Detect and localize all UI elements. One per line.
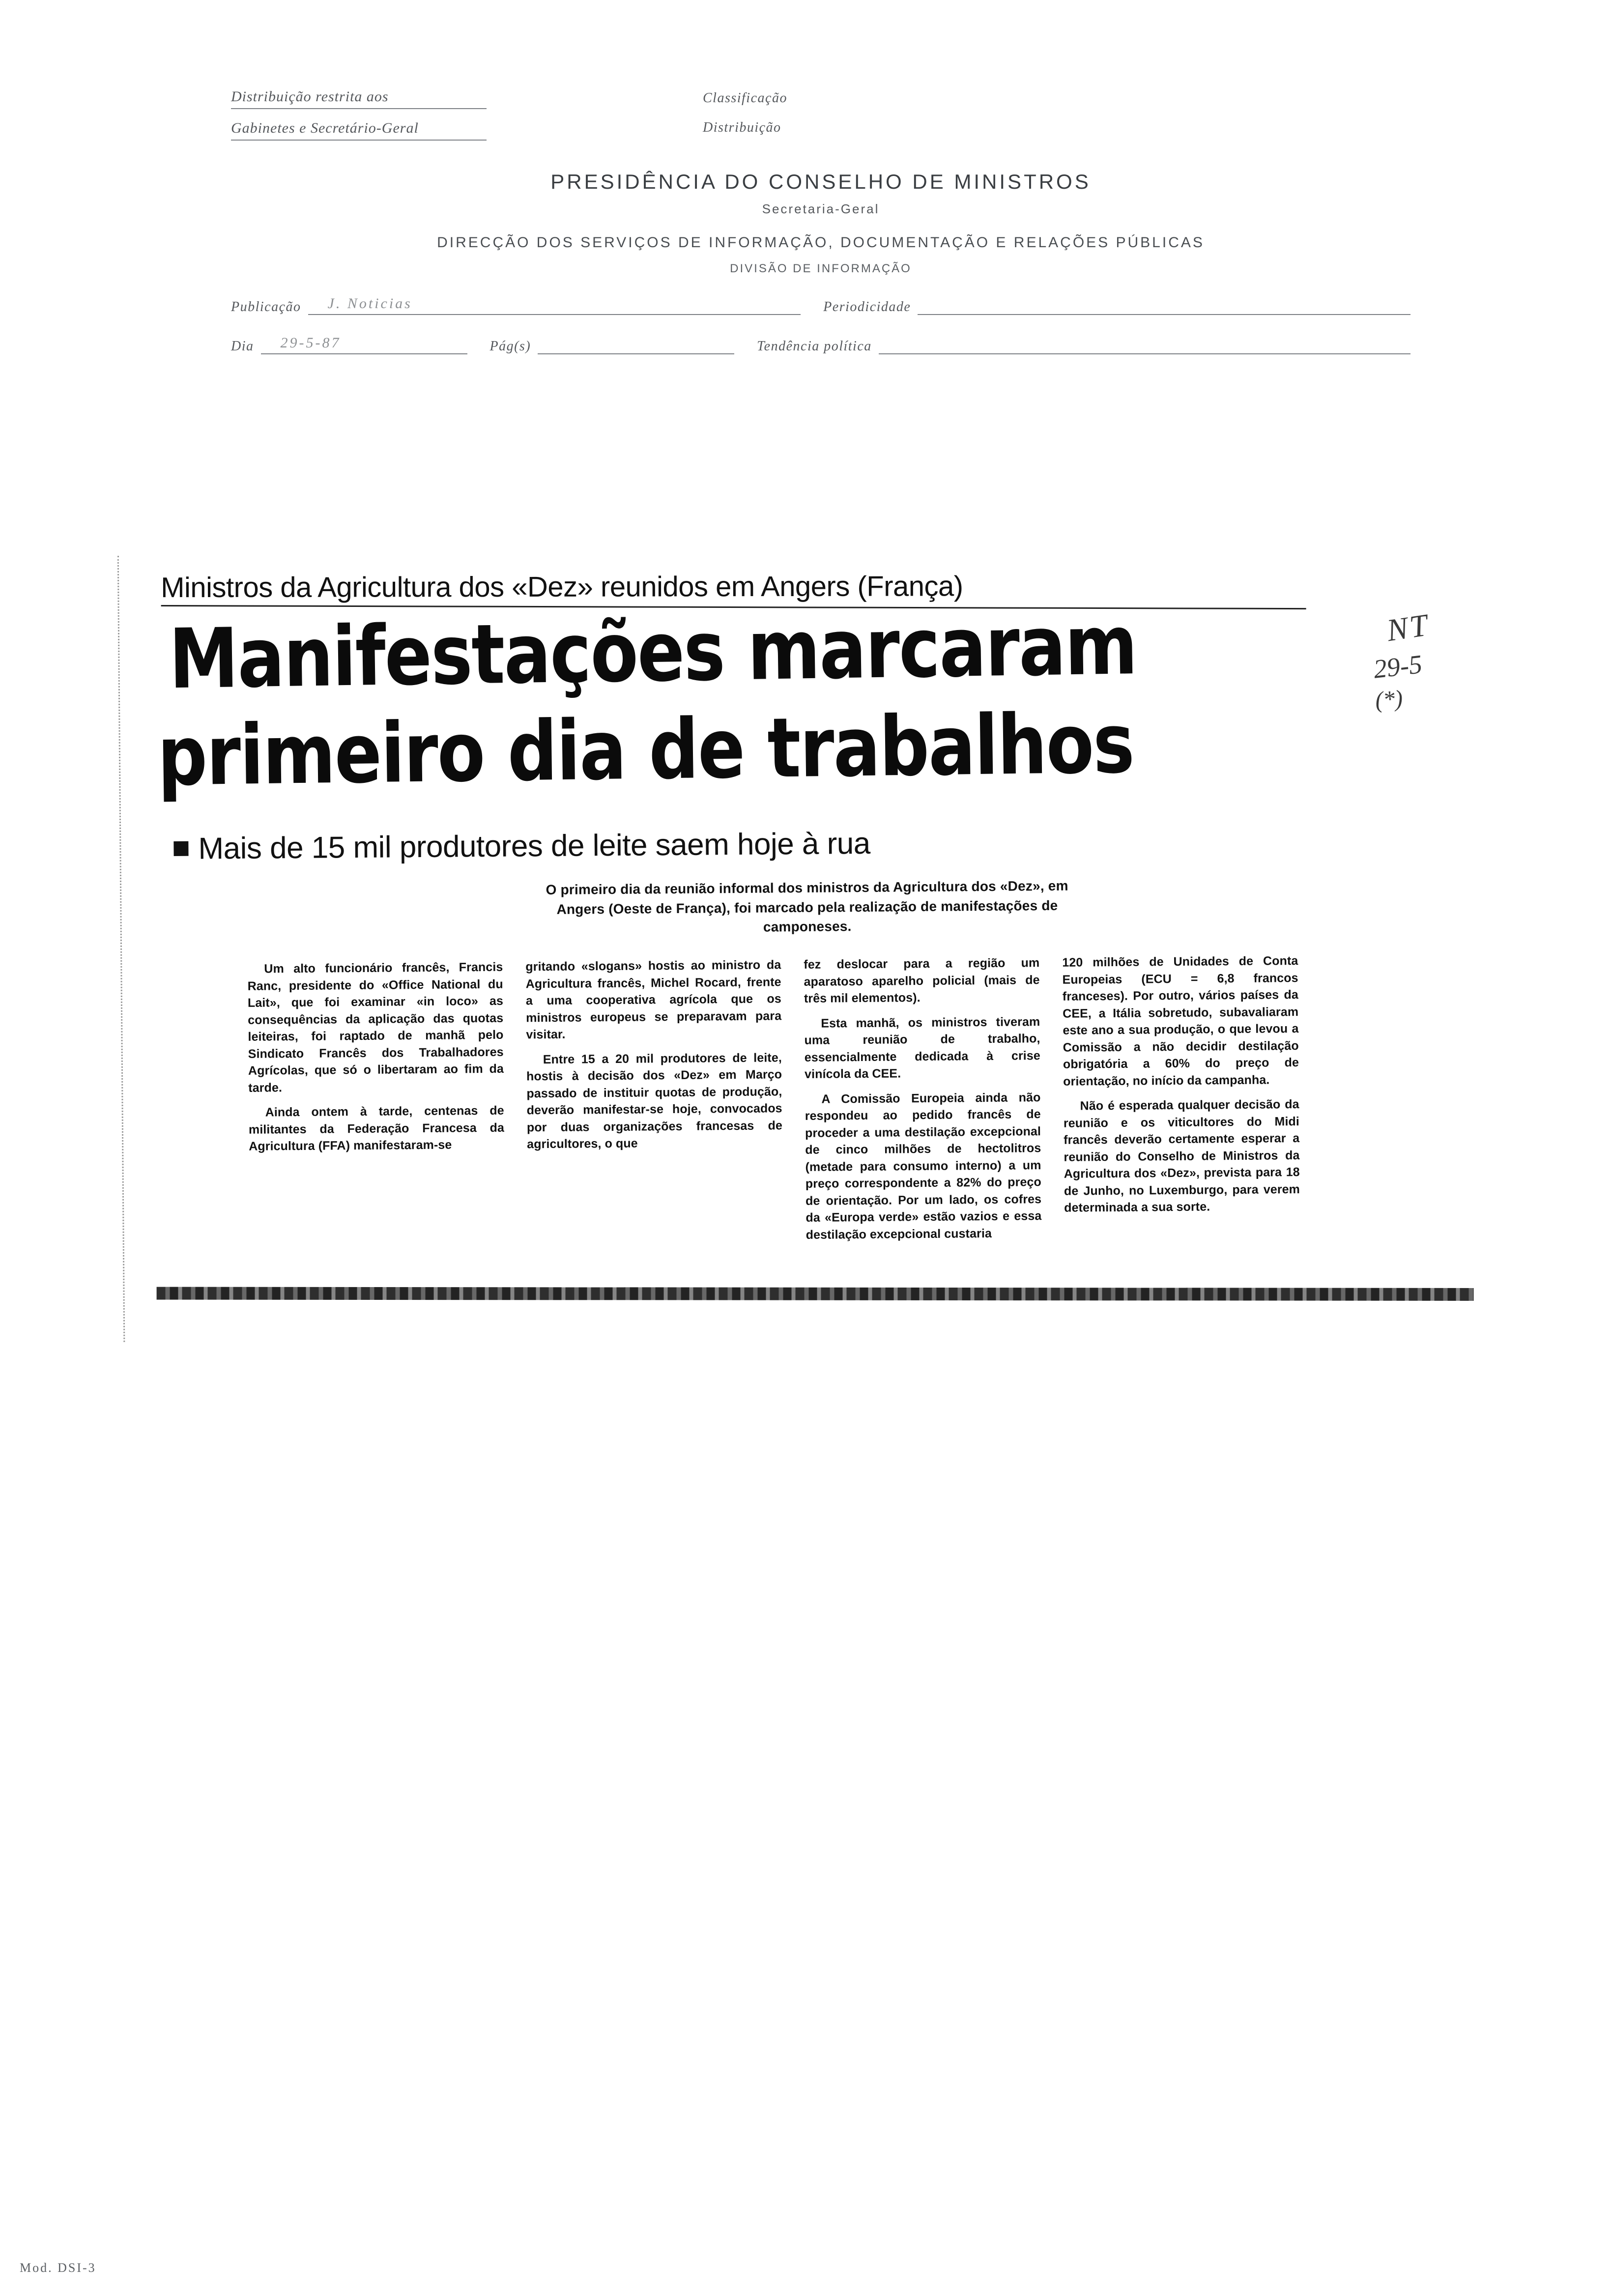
org-department: DIRECÇÃO DOS SERVIÇOS DE INFORMAÇÃO, DOCUMENTAÇÃO E RELAÇÕES PÚBLICAS <box>437 234 1205 251</box>
page-field[interactable] <box>538 337 734 354</box>
day-field[interactable] <box>261 337 467 354</box>
article-column-3 <box>804 954 1042 1251</box>
clipping-content <box>141 545 1474 1342</box>
article-subhead: Mais de 15 mil produtores de leite saem hoje à rua <box>198 826 870 866</box>
paragraph: A Comissão Europeia ainda não respondeu ao pedido francês de proceder a uma destilação excepcional de cinco milhões de hectolitros (metade para consumo interno) a um preço correspondente a 82% do preço de orientação. Por um lado, os cofres da «Europa verde» estão vazios e essa destilação excepcional custaria <box>805 1090 1042 1242</box>
clipping-torn-edge <box>157 1287 1474 1301</box>
tendency-field[interactable] <box>879 337 1410 354</box>
paragraph: Entre 15 a 20 mil produtores de leite, hostis à decisão dos «Dez» em Março passado de instituir quotas de produção, deverão manifestar-se hoje, convocados por duas organizações francesas de agricultores, o que <box>526 1050 783 1151</box>
periodicity-label: Periodicidade <box>823 299 911 315</box>
org-title: PRESIDÊNCIA DO CONSELHO DE MINISTROS <box>550 170 1091 193</box>
handwritten-mark: (*) <box>1374 685 1404 714</box>
paragraph: fez deslocar para a região um aparatoso aparelho policial (mais de três mil elementos). <box>804 956 1040 1005</box>
page-label: Pág(s) <box>489 339 531 354</box>
publication-label: Publicação <box>231 299 301 315</box>
publication-row <box>231 297 1410 315</box>
square-bullet-icon <box>173 841 188 856</box>
day-label: Dia <box>231 339 254 354</box>
handwritten-initials: NT <box>1384 607 1432 648</box>
form-mod-code: Mod. DSI-3 <box>20 2261 96 2275</box>
article-column-1 <box>247 959 505 1256</box>
headline-line-1: Manifestações marcaram <box>168 597 1138 708</box>
article-kicker: Ministros da Agricultura dos «Dez» reunidos em Angers (França) <box>161 570 963 604</box>
day-row <box>231 337 1410 354</box>
article-columns <box>144 951 1473 1256</box>
paragraph: gritando «slogans» hostis ao ministro da Agricultura francês, Michel Rocard, frente a uma cooperativa agrícola que os ministros europeus se preparavam para visitar. <box>525 958 782 1042</box>
paragraph: Um alto funcionário francês, Francis Ranc, presidente do «Office National du Lait», que foi examinar «in loco» as consequências da aplicação das quotas leiteiras, foi raptado de manhã pelo Sindicato Francês dos Trabalhadores Agrícolas, que só o libertaram ao fim da tarde. <box>247 960 504 1095</box>
headline-line-2: primeiro dia de trabalhos <box>157 696 1134 804</box>
org-division: DIVISÃO DE INFORMAÇÃO <box>730 262 912 275</box>
org-subtitle: Secretaria-Geral <box>762 201 880 216</box>
distribution-label: Distribuição <box>703 120 781 135</box>
publication-field[interactable] <box>308 297 801 315</box>
form-header <box>231 88 1410 354</box>
publication-value: J. Noticias <box>327 295 412 312</box>
handwritten-date: 29-5 <box>1372 649 1424 684</box>
article-lede: O primeiro dia da reunião informal dos ministros da Agricultura dos «Dez», em Angers (Oeste de França), foi marcado pela realização de manifestações de camponeses. <box>546 878 1068 935</box>
article-column-4 <box>1062 952 1300 1249</box>
newspaper-clipping <box>117 545 1481 1342</box>
restriction-line-2: Gabinetes e Secretário-Geral <box>231 120 487 141</box>
classification-label: Classificação <box>703 90 787 106</box>
article-column-2 <box>525 956 783 1253</box>
paragraph: Ainda ontem à tarde, centenas de militantes da Federação Francesa da Agricultura (FFA) manifestaram-se <box>248 1103 505 1153</box>
paragraph: 120 milhões de Unidades de Conta Europeias (ECU = 6,8 francos franceses). Por outro, vários países da CEE, a Itália sobretudo, subavaliaram este ano a sua produção, o que levou a Comissão a não decidir destilação obrigatória a 60% do preço de orientação, no início da campanha. <box>1062 954 1299 1089</box>
subhead-row <box>143 821 1470 866</box>
tendency-label: Tendência política <box>757 339 872 354</box>
classification-block <box>703 90 787 149</box>
paragraph: Esta manhã, os ministros tiveram uma reunião de trabalho, essencialmente dedicada à crise vinícola da CEE. <box>804 1014 1040 1081</box>
periodicity-field[interactable] <box>918 297 1410 315</box>
day-value: 29-5-87 <box>280 335 341 351</box>
paragraph: Não é esperada qualquer decisão da reunião e os viticultores do Midi francês deverão certamente esperar a reunião do Conselho de Ministros da Agricultura dos «Dez», prevista para 18 de Junho, no Luxemburgo, para verem determinada a sua sorte. <box>1063 1097 1300 1215</box>
restriction-line-1: Distribuição restrita aos <box>231 88 487 109</box>
